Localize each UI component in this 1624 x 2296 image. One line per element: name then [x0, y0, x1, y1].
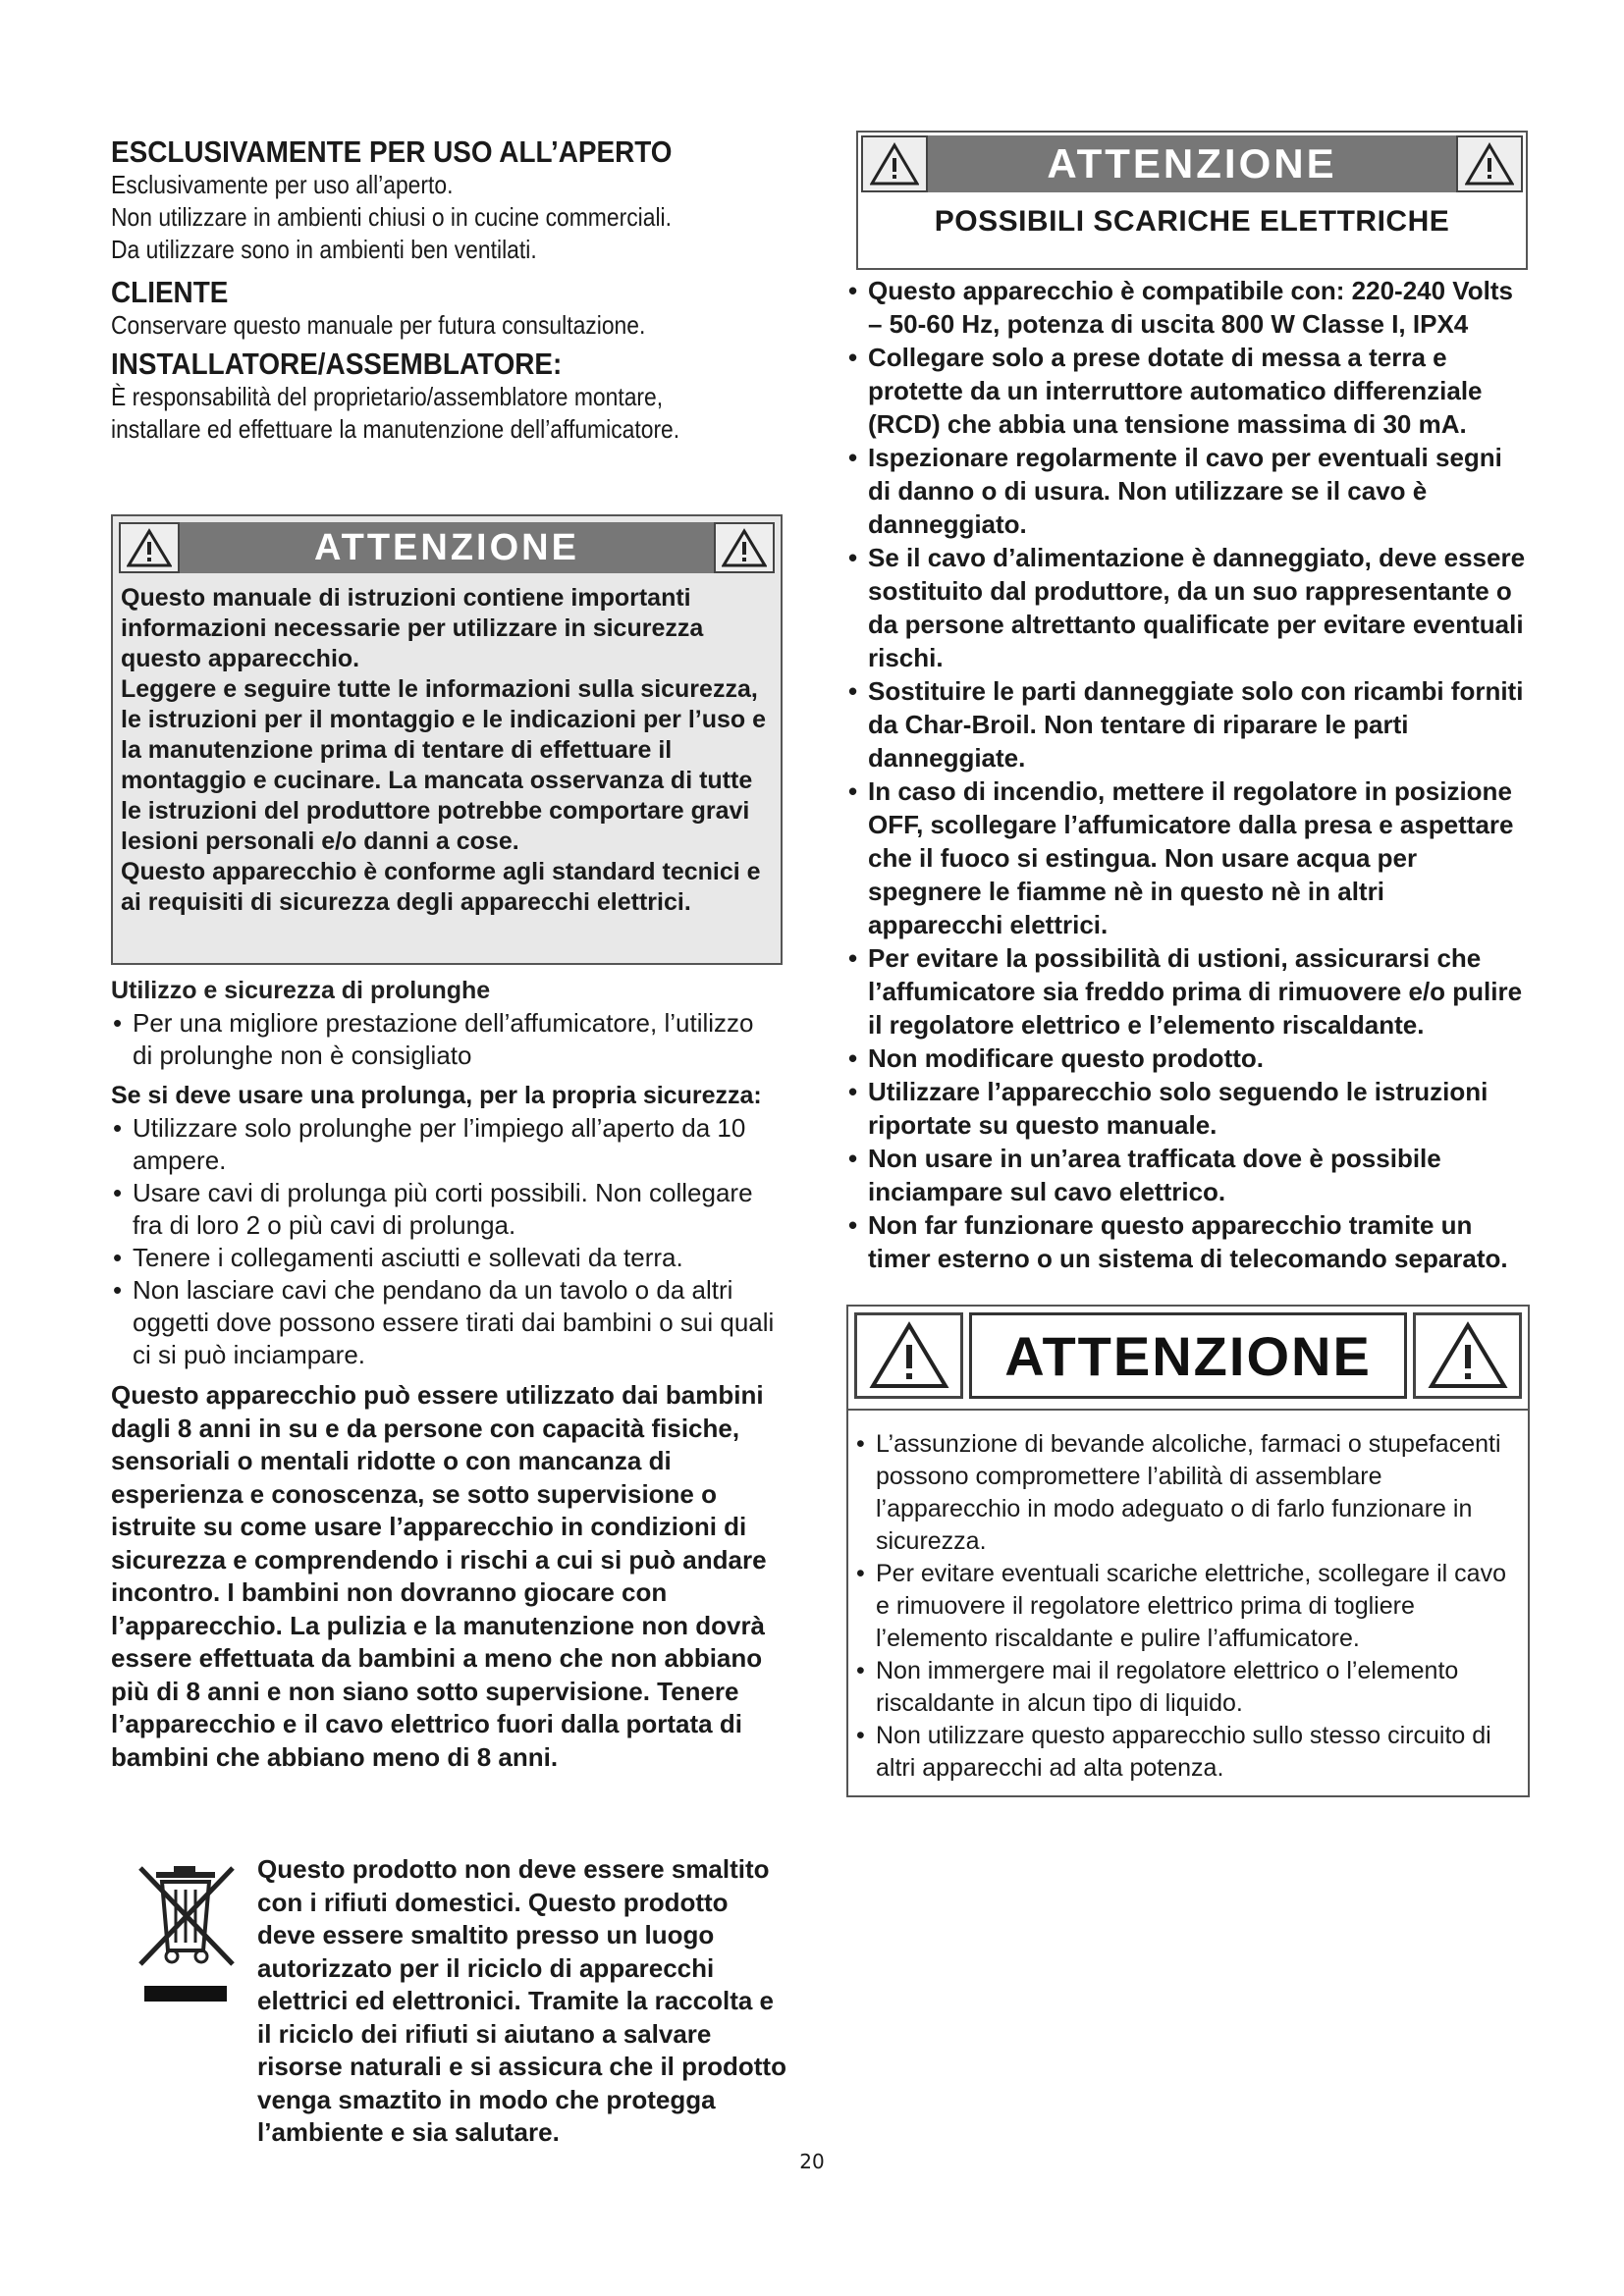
outdoor-line: Da utilizzare sono in ambienti ben ventilati.	[111, 235, 537, 264]
warning-banner	[854, 1312, 1522, 1399]
extension-intro-list	[111, 1007, 779, 1072]
children-paragraph: Questo apparecchio può essere utilizzato dai bambini dagli 8 anni in su e da persone con capacità fisiche, sensoriali o mentali ridotte o con mancanza di esperienza e conoscenza, se sotto supervisione o istruite su come usare l’apparecchio in condizioni di sicurezza e comprendendo i rischi a cui si può andare incontro. I bambini non dovranno giocare con l’apparecchio. La pulizia e la manutenzione non dovrà essere effettuata da bambini a meno che non abbiano più di 8 anni e non siano sotto supervisione. Tenere l’apparecchio e il cavo elettrico fuori dalla portata di bambini che abbiano meno di 8 anni.	[111, 1380, 767, 1772]
electrical-list	[846, 274, 1526, 1275]
list-item: • Non far funzionare questo apparecchio tramite un timer esterno o un sistema di telecomando separato.	[846, 1208, 1526, 1275]
list-item: • Non usare in un’area trafficata dove è possibile inciampare sul cavo elettrico.	[846, 1142, 1526, 1208]
warning-subtitle: POSSIBILI SCARICHE ELETTRICHE	[934, 205, 1450, 238]
list-item: • Per evitare eventuali scariche elettriche, scollegare il cavo e rimuovere il regolatore elettrico prima di togliere l’elemento riscaldante e pulire l’affumicatore.	[854, 1558, 1522, 1655]
list-item: • Non modificare questo prodotto.	[846, 1041, 1526, 1075]
installer-line: installare ed effettuare la manutenzione dell’affumicatore.	[111, 414, 680, 444]
extension-section	[111, 975, 779, 1774]
warning-box-manual	[111, 514, 783, 965]
warning-triangle-icon	[119, 522, 180, 573]
warning-box-general	[846, 1305, 1530, 1797]
list-item: • Ispezionare regolarmente il cavo per eventuali segni di danno o di usura. Non utilizzare se il cavo è danneggiato.	[846, 441, 1526, 541]
warning-triangle-icon	[1413, 1312, 1522, 1399]
disposal-paragraph: Questo prodotto non deve essere smaltito con i rifiuti domestici. Questo prodotto deve essere smaltito presso un luogo autorizzato per il riciclo di apparecchi elettrici ed elettronici. Tramite la raccolta e il riciclo dei rifiuti si aiutano a salvare risorse naturali e si assicura che il prodotto venga smaztito in modo che protegga l’ambiente e sia salutare.	[257, 1854, 786, 2147]
warning-banner	[861, 135, 1523, 192]
list-item: • Tenere i collegamenti asciutti e sollevati da terra.	[111, 1242, 779, 1274]
warning-triangle-icon	[861, 135, 928, 192]
extension-list	[111, 1112, 779, 1371]
client-text: Conservare questo manuale per futura consultazione.	[111, 310, 646, 340]
disposal-section	[257, 1853, 787, 2150]
list-item: • Utilizzare solo prolunghe per l’impiego all’aperto da 10 ampere.	[111, 1112, 779, 1177]
list-item: • Questo apparecchio è compatibile con: 220-240 Volts – 50-60 Hz, potenza di uscita 800 W Classe I, IPX4	[846, 274, 1526, 341]
list-item: • Se il cavo d’alimentazione è danneggiato, deve essere sostituito dal produttore, da un suo rappresentante o da persone altrettanto qualificate per evitare eventuali rischi.	[846, 541, 1526, 674]
list-item: • Non utilizzare questo apparecchio sullo stesso circuito di altri apparecchi ad alta potenza.	[854, 1720, 1522, 1785]
warning-paragraph: Questo manuale di istruzioni contiene importanti informazioni necessarie per utilizzare in sicurezza questo apparecchio.	[121, 584, 704, 672]
electrical-section	[846, 274, 1526, 1275]
outdoor-heading: ESCLUSIVAMENTE PER USO ALL’APERTO	[111, 134, 673, 169]
warning-triangle-icon	[1456, 135, 1523, 192]
warning-triangle-icon	[714, 522, 775, 573]
installer-line: È responsabilità del proprietario/assemblatore montare,	[111, 382, 664, 411]
left-intro	[111, 135, 788, 446]
warning-title: ATTENZIONE	[314, 526, 579, 568]
list-item: • Sostituire le parti danneggiate solo con ricambi forniti da Char-Broil. Non tentare di riparare le parti danneggiate.	[846, 674, 1526, 774]
extension-subheading: Se si deve usare una prolunga, per la propria sicurezza:	[111, 1082, 762, 1109]
weee-bin-icon	[131, 1860, 241, 2007]
outdoor-line: Non utilizzare in ambienti chiusi o in cucine commerciali.	[111, 202, 672, 232]
warning-paragraph: Questo apparecchio è conforme agli standard tecnici e ai requisiti di sicurezza degli apparecchi elettrici.	[121, 858, 761, 916]
warning-banner	[119, 522, 775, 573]
list-item: • Non lasciare cavi che pendano da un tavolo o da altri oggetti dove possono essere tirati dai bambini o sui quali ci si può inciampare.	[111, 1274, 779, 1371]
warning-paragraph: Leggere e seguire tutte le informazioni sulla sicurezza, le istruzioni per il montaggio e le indicazioni per l’uso e la manutenzione prima di tentare di effettuare il montaggio e cucinare. La mancata osservanza di tutte le istruzioni del produttore potrebbe comportare gravi lesioni personali e/o danni a cose.	[121, 675, 767, 855]
list-item: • In caso di incendio, mettere il regolatore in posizione OFF, scollegare l’affumicatore dalla presa e aspettare che il fuoco si estingua. Non usare acqua per spegnere le fiamme nè in questo nè in altri apparecchi elettrici.	[846, 774, 1526, 941]
page-number: 20	[799, 2150, 825, 2173]
list-item: • L’assunzione di bevande alcoliche, farmaci o stupefacenti possono compromettere l’abilità di assemblare l’apparecchio in modo adeguato o di farlo funzionare in sicurezza.	[854, 1428, 1522, 1558]
warning-list	[854, 1428, 1522, 1785]
client-heading: CLIENTE	[111, 275, 229, 309]
list-item: • Per una migliore prestazione dell’affumicatore, l’utilizzo di prolunghe non è consigliato	[111, 1007, 779, 1072]
list-item: • Collegare solo a prese dotate di messa a terra e protette da un interruttore automatico differenziale (RCD) che abbia una tensione massima di 30 mA.	[846, 341, 1526, 441]
outdoor-line: Esclusivamente per uso all’aperto.	[111, 170, 454, 199]
warning-title: ATTENZIONE	[1047, 140, 1337, 187]
installer-heading: INSTALLATORE/ASSEMBLATORE:	[111, 347, 563, 381]
list-item: • Utilizzare l’apparecchio solo seguendo le istruzioni riportate su questo manuale.	[846, 1075, 1526, 1142]
warning-title: ATTENZIONE	[1004, 1324, 1372, 1387]
list-item: • Per evitare la possibilità di ustioni, assicurarsi che l’affumicatore sia freddo prima di rimuovere e/o pulire il regolatore elettrico e l’elemento riscaldante.	[846, 941, 1526, 1041]
list-item: • Usare cavi di prolunga più corti possibili. Non collegare fra di loro 2 o più cavi di prolunga.	[111, 1177, 779, 1242]
extension-heading: Utilizzo e sicurezza di prolunghe	[111, 977, 491, 1004]
warning-triangle-icon	[854, 1312, 963, 1399]
list-item: • Non immergere mai il regolatore elettrico o l’elemento riscaldante in alcun tipo di liquido.	[854, 1655, 1522, 1720]
warning-box-electrical	[856, 131, 1528, 270]
